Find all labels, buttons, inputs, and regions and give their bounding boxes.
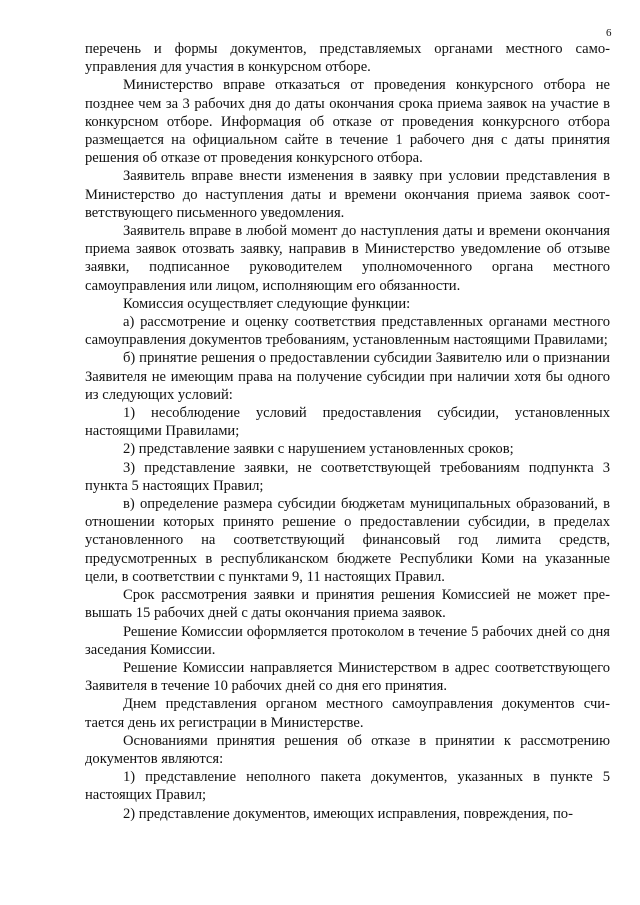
paragraph-1: перечень и формы документов, представляемых органами местного самоуправления для участия в конкурсном отборе. [85,41,610,76]
paragraph-10: 3) представление заявки, не соответствующей требованиям подпункта 3 пункта 5 настоящих Правил; [85,459,610,494]
paragraph-5: Комиссия осуществляет следующие функции: [123,295,411,312]
paragraph-18: 2) представление документов, имеющих исправления, повреждения, по- [123,805,573,822]
paragraph-11: в) определение размера субсидии бюджетам муниципальных образований, в отношении которых принято решение о предоставлении субсидии, в пределах установленного на соответствующий финансовый год лимита средств, предусмотренных в республиканском бюджете Республики Коми на указанные цели, в соответствии с пунктами 9, 11 настоящих Правил. [85,496,610,585]
paragraph-9: 2) представление заявки с нарушением установленных сроков; [123,441,514,458]
paragraph-7: б) принятие решения о предоставлении субсидии Заявителю или о признании Заявителя не имеющим права на получение субсидии при наличии хотя бы одного из следующих условий: [85,350,610,403]
paragraph-2: Министерство вправе отказаться от проведения конкурсного отбора не позднее чем за 3 рабочих дня до даты окончания срока приема заявок на участие в конкурсном отборе. Информация об отказе от проведения конкурсного отбора размещается на официальном сайте в течение 1 рабочего дня с даты принятия решения об отказе от проведения конкурсного отбора. [85,77,610,167]
paragraph-16: Основаниями принятия решения об отказе в принятии к рассмотрению документов являются: [85,732,610,767]
page-number: 6 [606,27,612,39]
paragraph-6: а) рассмотрение и оценку соответствия представленных органами местного самоуправления документов требованиям, установленным настоящими Правилами; [85,314,610,349]
paragraph-8: 1) несоблюдение условий предоставления субсидии, установленных настоящими Правилами; [85,405,610,440]
paragraph-14: Решение Комиссии направляется Министерством в адрес соответствующего Заявителя в течение 10 рабочих дней со дня его принятия. [85,659,610,695]
paragraph-13: Решение Комиссии оформляется протоколом в течение 5 рабочих дней со дня заседания Комиссии. [85,623,610,658]
paragraph-3: Заявитель вправе внести изменения в заявку при условии представления в Министерство до наступления даты и времени окончания приема заявок соответствующего письменного уведомления. [85,168,610,221]
paragraph-12: Срок рассмотрения заявки и принятия решения Комиссией не может превышать 15 рабочих дней с даты окончания приема заявок. [85,587,610,622]
paragraph-15: Днем представления органом местного самоуправления документов считается день их регистрации в Министерстве. [85,696,610,731]
paragraph-17: 1) представление неполного пакета документов, указанных в пункте 5 настоящих Правил; [85,769,610,804]
document-body [85,40,610,823]
paragraph-4: Заявитель вправе в любой момент до наступления даты и времени окончания приема заявок отозвать заявку, направив в Министерство уведомление об отзыве заявки, подписанное руководителем уполномоченного органа местного самоуправления или лицом, исполняющим его обязанности. [85,223,610,294]
